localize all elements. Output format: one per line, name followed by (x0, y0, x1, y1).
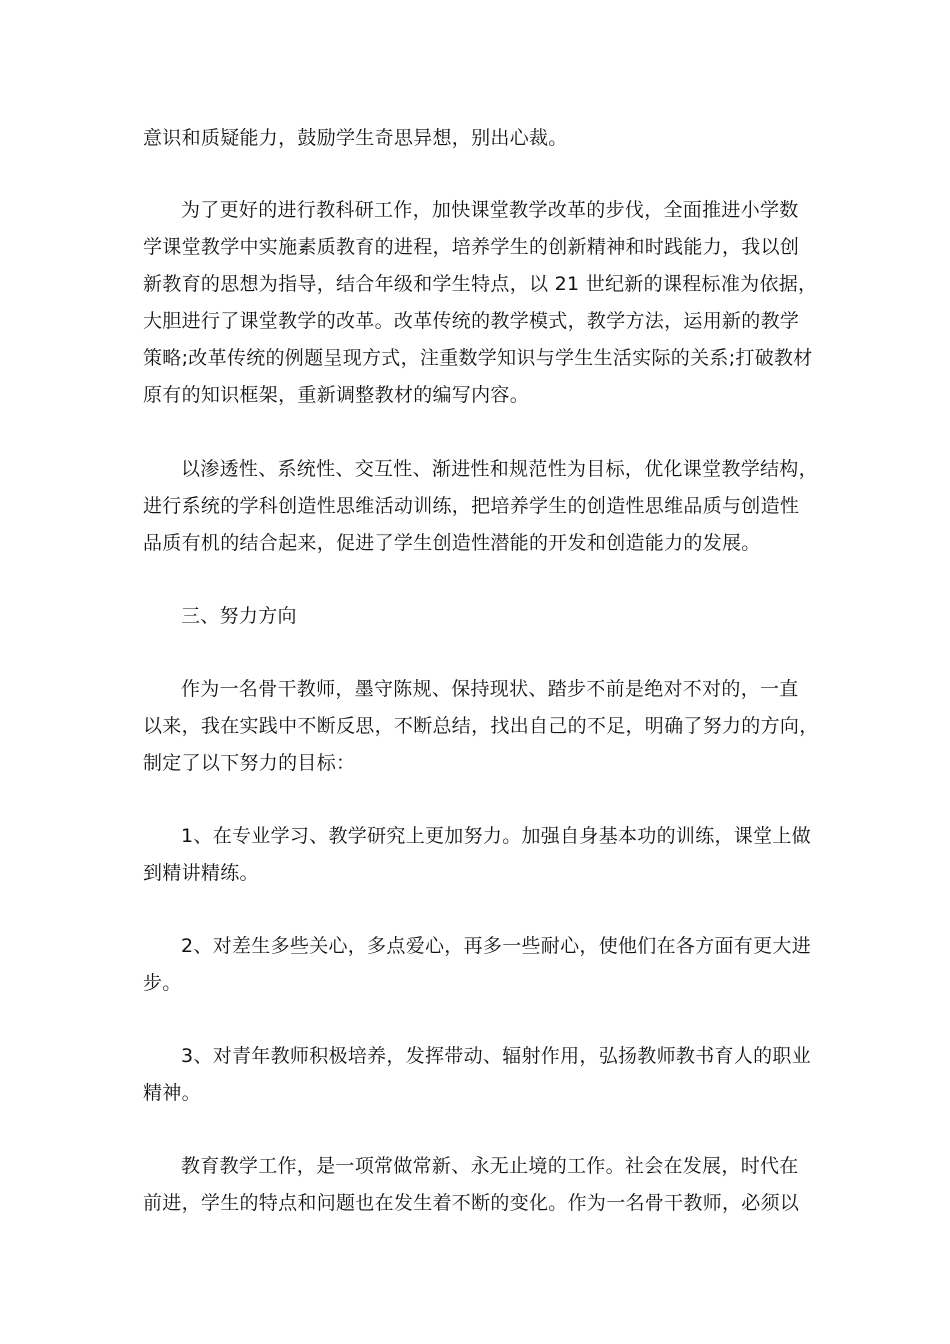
list-item-line: 步。 (143, 972, 182, 994)
paragraph-line: 以来，我在实践中不断反思，不断总结，找出自己的不足，明确了努力的方向， (143, 715, 819, 737)
list-item-line: 2、对差生多些关心，多点爱心，再多一些耐心，使他们在各方面有更大进 (181, 935, 811, 957)
list-item-line: 到精讲精练。 (143, 862, 259, 884)
paragraph-line: 作为一名骨干教师，墨守陈规、保持现状、踏步不前是绝对不对的，一直 (181, 678, 799, 700)
paragraph-line: 品质有机的结合起来，促进了学生创造性潜能的开发和创造能力的发展。 (143, 532, 761, 554)
paragraph-line: 策略;改革传统的例题呈现方式，注重数学知识与学生生活实际的关系;打破教材 (143, 347, 813, 369)
list-item-line: 1、在专业学习、教学研究上更加努力。加强自身基本功的训练，课堂上做 (181, 825, 811, 847)
section-heading: 三、努力方向 (181, 605, 297, 627)
list-item-line: 3、对青年教师积极培养，发挥带动、辐射作用，弘扬教师教书育人的职业 (181, 1045, 811, 1067)
paragraph-line: 制定了以下努力的目标： (143, 752, 356, 774)
paragraph-line: 新教育的思想为指导，结合年级和学生特点，以 21 世纪新的课程标准为依据， (143, 273, 818, 295)
list-item-line: 精神。 (143, 1082, 201, 1104)
paragraph-line: 以渗透性、系统性、交互性、渐进性和规范性为目标，优化课堂教学结构， (181, 458, 818, 480)
paragraph-line: 进行系统的学科创造性思维活动训练，把培养学生的创造性思维品质与创造性 (143, 495, 800, 517)
paragraph-line: 大胆进行了课堂教学的改革。改革传统的教学模式，教学方法，运用新的教学 (143, 310, 800, 332)
paragraph-line: 前进，学生的特点和问题也在发生着不断的变化。作为一名骨干教师，必须以 (143, 1192, 800, 1214)
paragraph-line: 为了更好的进行教科研工作，加快课堂教学改革的步伐，全面推进小学数 (181, 199, 799, 221)
paragraph-line: 教育教学工作，是一项常做常新、永无止境的工作。社会在发展，时代在 (181, 1155, 799, 1177)
paragraph-line: 意识和质疑能力，鼓励学生奇思异想，别出心裁。 (143, 127, 568, 149)
paragraph-line: 原有的知识框架，重新调整教材的编写内容。 (143, 384, 530, 406)
paragraph-line: 学课堂教学中实施素质教育的进程，培养学生的创新精神和时践能力，我以创 (143, 236, 800, 258)
